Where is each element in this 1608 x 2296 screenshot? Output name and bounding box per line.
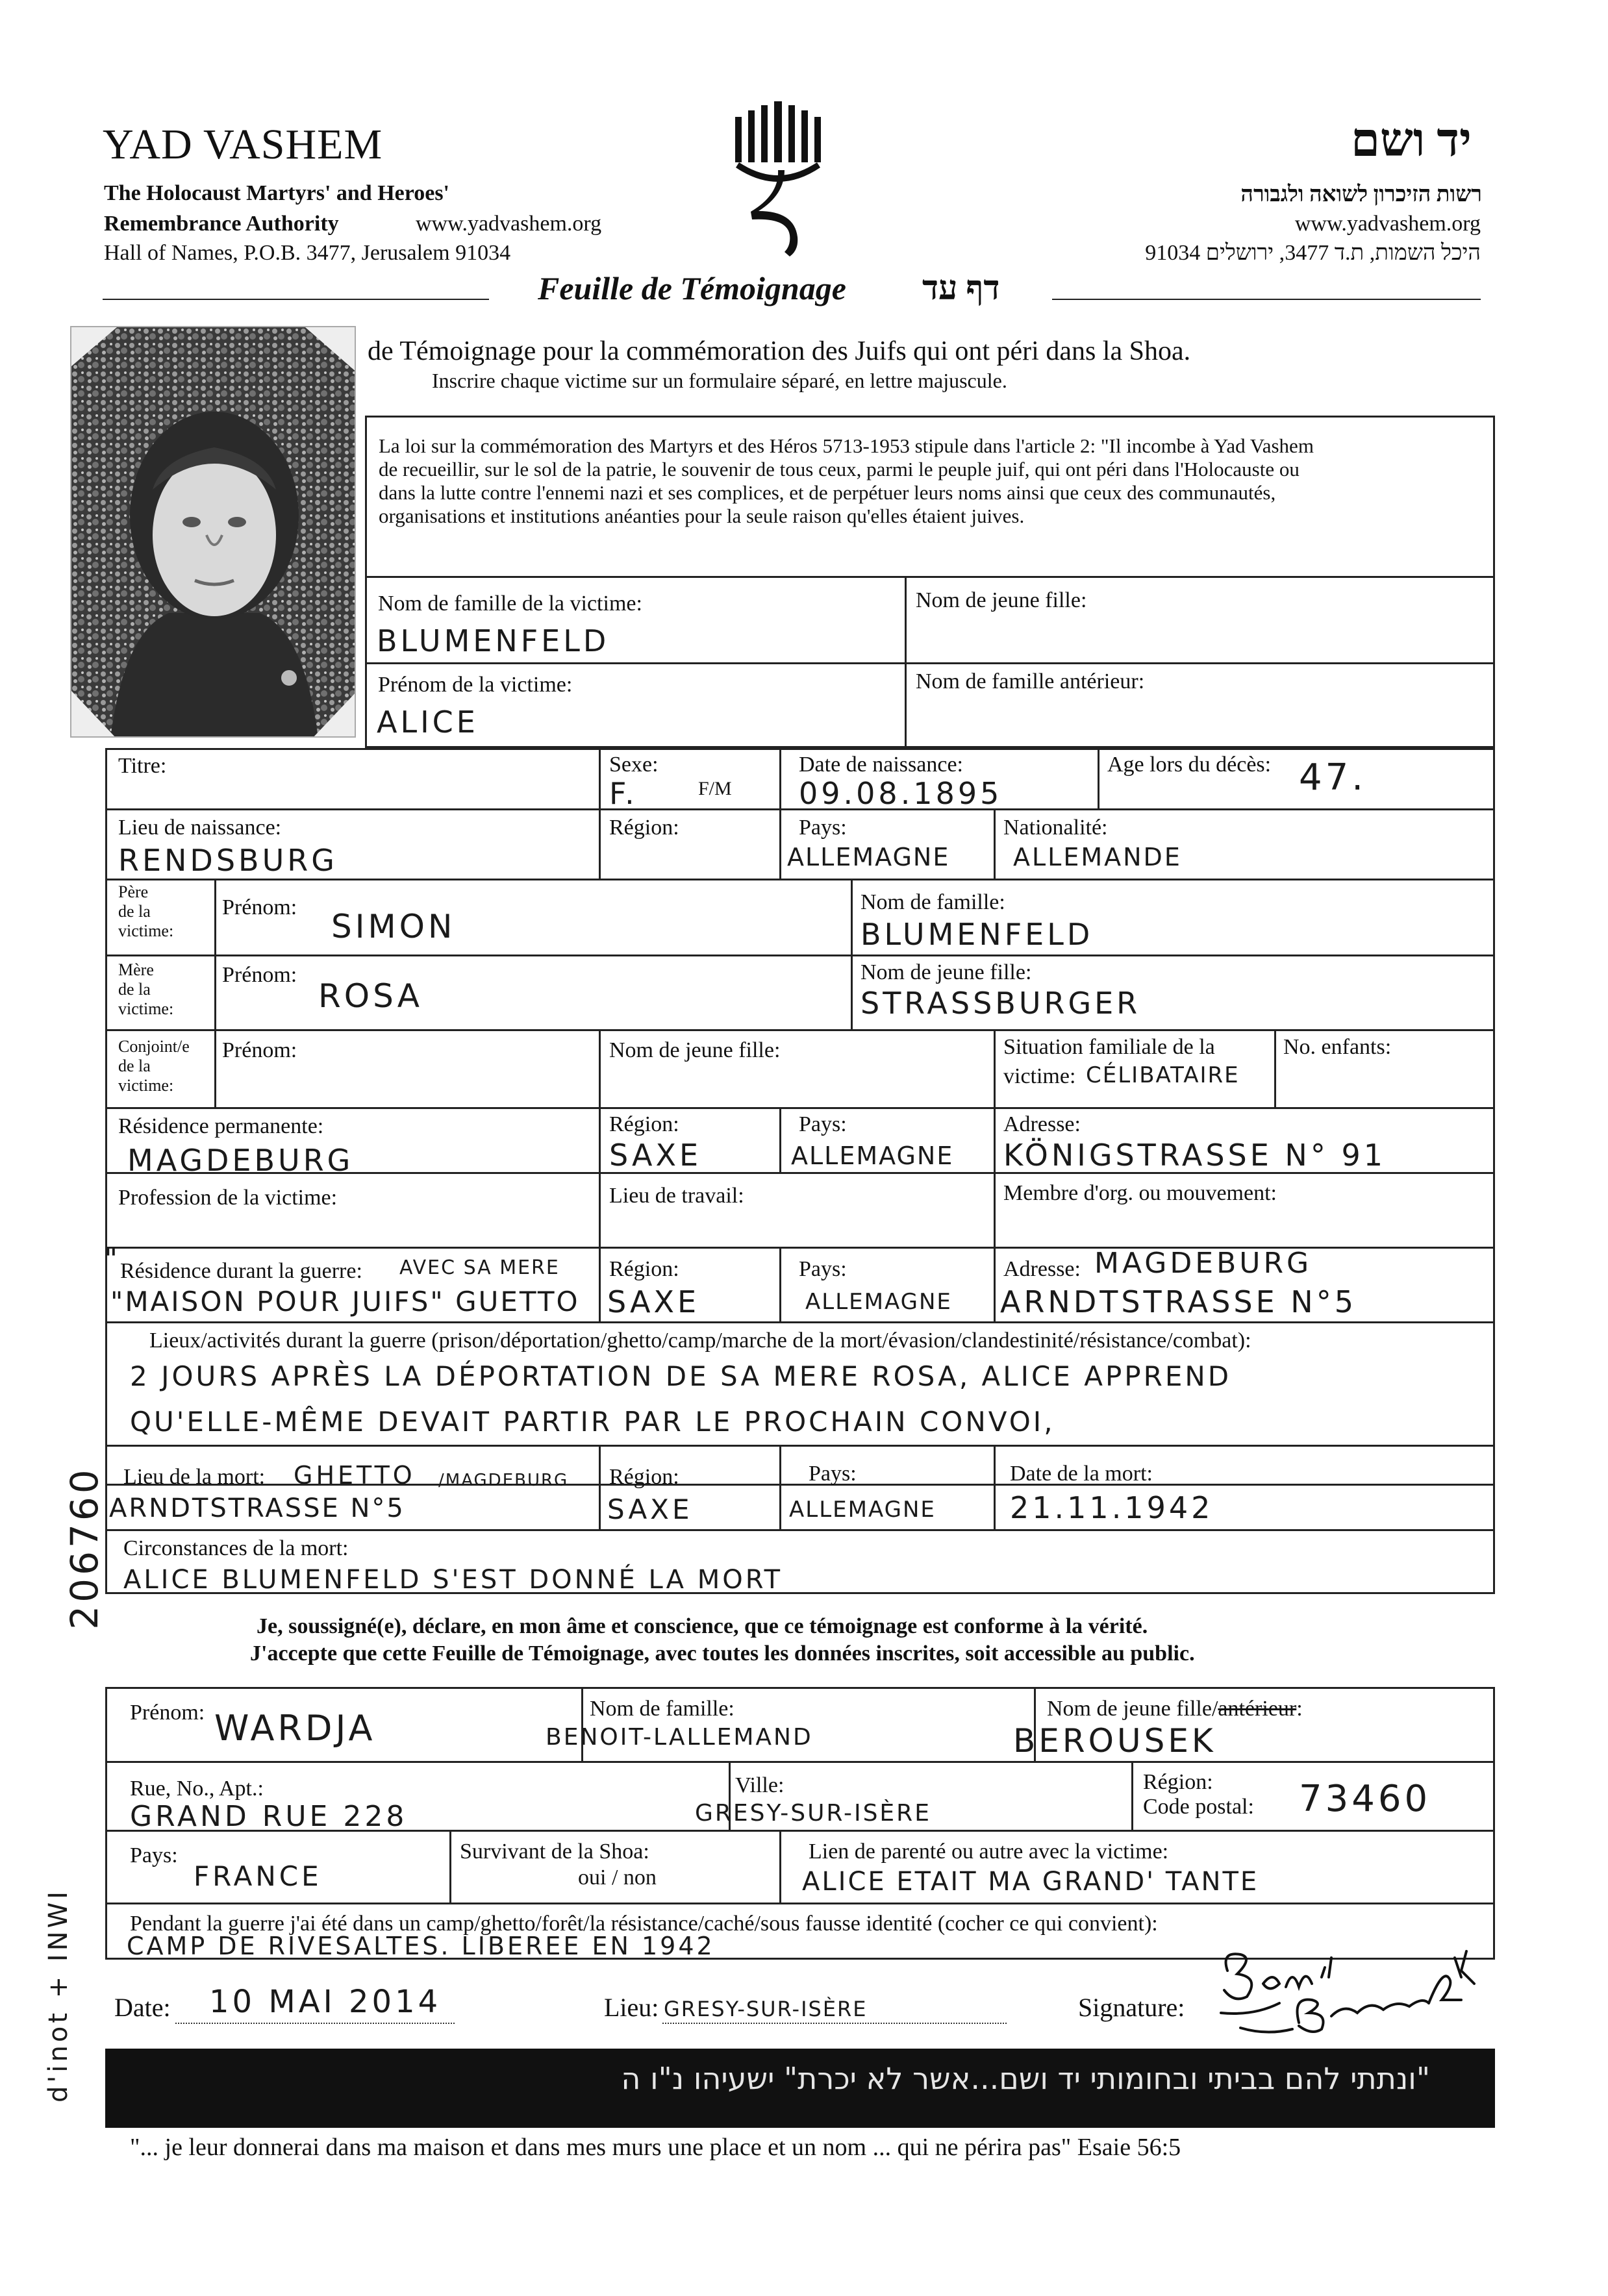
org-subtitle-2: Remembrance Authority <box>104 212 339 236</box>
law-line-3: dans la lutte contre l'ennemi nazi et ses complices, et de perpétuer leurs noms ainsi que ceux des communautés, <box>379 481 1276 504</box>
date-field[interactable]: 10 MAI 2014 <box>209 1984 442 2020</box>
activities-line-2[interactable]: QU'ELLE-MÊME DEVAIT PARTIR PAR LE PROCHAIN CONVOI, <box>130 1406 1055 1438</box>
death-region-label: Région: <box>609 1465 679 1489</box>
birthplace-field[interactable]: RENDSBURG <box>118 843 338 878</box>
residence-country-field[interactable]: ALLEMAGNE <box>791 1142 954 1170</box>
street-label: Rue, No., Apt.: <box>130 1777 264 1801</box>
portrait-image <box>71 327 356 738</box>
intro-line-2: Inscrire chaque victime sur un formulaire séparé, en lettre majuscule. <box>432 369 1007 392</box>
law-line-2: de recueillir, sur le sol de la patrie, le souvenir de tous ceux, parmi le peuple juif, qui ont péri dans l'Holocauste ou <box>379 458 1300 480</box>
family-name-label: Nom de famille de la victime: <box>378 592 642 616</box>
war-address-field[interactable]: ARNDTSTRASSE N°5 <box>1000 1284 1357 1319</box>
postal-field[interactable]: 73460 <box>1299 1778 1431 1820</box>
submitter-family-field[interactable]: BENOIT-LALLEMAND <box>546 1724 813 1751</box>
marital-status-label-2: victime: <box>1003 1064 1076 1088</box>
children-label: No. enfants: <box>1283 1035 1392 1059</box>
death-circumstances-field[interactable]: ALICE BLUMENFELD S'EST DONNÉ LA MORT <box>123 1565 783 1595</box>
website-he: www.yadvashem.org <box>1294 212 1481 236</box>
mother-first-label: Prénom: <box>222 963 297 987</box>
sex-field[interactable]: F. <box>609 776 638 811</box>
submitter-maiden-field[interactable]: BEROUSEK <box>1013 1722 1216 1760</box>
war-country-field[interactable]: ALLEMAGNE <box>805 1289 952 1315</box>
submitter-first-field[interactable]: WARDJA <box>214 1708 376 1749</box>
submitter-family-label: Nom de famille: <box>590 1697 735 1721</box>
death-place-suffix[interactable]: /MAGDEBURG <box>438 1471 569 1490</box>
relation-label: Lien de parenté ou autre avec la victime: <box>809 1840 1169 1864</box>
residence-country-label: Pays: <box>799 1112 847 1136</box>
submitter-maiden-label <box>1047 1696 1303 1722</box>
war-address-label: Adresse: <box>1003 1257 1081 1281</box>
residence-address-label: Adresse: <box>1003 1112 1081 1136</box>
father-first-field[interactable]: SIMON <box>331 908 456 945</box>
war-residence-label: Résidence durant la guerre: <box>120 1259 362 1283</box>
submitter-maiden-label-struck: antérieur <box>1218 1697 1297 1721</box>
relation-field[interactable]: ALICE ETAIT MA GRAND' TANTE <box>802 1867 1259 1897</box>
spouse-side-label-2: de la <box>118 1056 151 1075</box>
margin-number: 206760 <box>62 1466 107 1630</box>
death-circumstances-label: Circonstances de la mort: <box>123 1536 349 1560</box>
wartime-field[interactable]: CAMP DE RIVESALTES. LIBEREE EN 1942 <box>127 1932 715 1960</box>
birth-date-field[interactable]: 09.08.1895 <box>799 776 1003 811</box>
residence-region-label: Région: <box>609 1112 679 1136</box>
declaration-line-1: Je, soussigné(e), déclare, en mon âme et conscience, que ce témoignage est conforme à la vérité. <box>257 1614 1148 1638</box>
place-label: Lieu: <box>604 1993 659 2022</box>
birth-country-label: Pays: <box>799 816 847 840</box>
survivor-label: Survivant de la Shoa: <box>460 1840 649 1864</box>
address-he: היכל השמות, ת.ד 3477, ירושלים 91034 <box>1145 241 1481 265</box>
first-name-field[interactable]: ALICE <box>377 705 479 740</box>
submitter-country-field[interactable]: FRANCE <box>194 1860 322 1892</box>
mother-side-label-1: Mère <box>118 960 154 979</box>
place-field[interactable]: GRESY-SUR-ISÈRE <box>664 1997 868 2021</box>
footer-hebrew: "ונתתי להם בביתי ובחומותי יד ושם...אשר לא יכרת" ישעיהו נ"ו ה <box>621 2061 1430 2096</box>
city-field[interactable]: GRESY-SUR-ISÈRE <box>695 1800 931 1827</box>
submitter-first-label: Prénom: <box>130 1701 205 1725</box>
age-field[interactable]: 47. <box>1299 756 1367 799</box>
residence-region-field[interactable]: SAXE <box>609 1138 702 1173</box>
footer-french: "... je leur donnerai dans ma maison et dans mes murs une place et un nom ... qui ne périra pas" Esaie 56:5 <box>130 2134 1181 2161</box>
marital-status-label: Situation familiale de la <box>1003 1035 1215 1059</box>
residence-field[interactable]: MAGDEBURG <box>127 1143 354 1178</box>
war-residence-quote: " <box>104 1242 121 1277</box>
signature-label: Signature: <box>1078 1993 1185 2022</box>
mother-maiden-field[interactable]: STRASSBURGER <box>861 986 1141 1021</box>
victim-photo <box>70 326 356 738</box>
profession-label: Profession de la victime: <box>118 1186 338 1210</box>
mother-side-label-2: de la <box>118 980 151 999</box>
age-label: Age lors du décès: <box>1107 753 1272 777</box>
law-text-box <box>365 416 1495 578</box>
submitter-maiden-label-a: Nom de jeune fille/ <box>1047 1697 1218 1721</box>
birth-date-label: Date de naissance: <box>799 753 963 777</box>
sex-options: F/M <box>698 778 732 799</box>
wartime-label: Pendant la guerre j'ai été dans un camp/ghetto/forêt/la résistance/caché/sous fausse identité (cocher ce qui convient): <box>130 1912 1158 1936</box>
address-en: Hall of Names, P.O.B. 3477, Jerusalem 91034 <box>104 241 511 265</box>
submitter-country-label: Pays: <box>130 1843 178 1867</box>
date-label: Date: <box>114 1993 171 2022</box>
spouse-side-label-3: victime: <box>118 1076 174 1095</box>
death-date-field[interactable]: 21.11.1942 <box>1010 1490 1214 1525</box>
nationality-label: Nationalité: <box>1003 816 1108 840</box>
father-family-label: Nom de famille: <box>861 890 1005 914</box>
spouse-maiden-label: Nom de jeune fille: <box>609 1038 781 1062</box>
intro-line-1: de Témoignage pour la commémoration des Juifs qui ont péri dans la Shoa. <box>368 336 1191 366</box>
death-country-field[interactable]: ALLEMAGNE <box>789 1497 936 1523</box>
war-residence-note[interactable]: AVEC SA MERE <box>399 1256 560 1279</box>
war-address-city-field[interactable]: MAGDEBURG <box>1094 1247 1313 1280</box>
marital-status-field[interactable]: CÉLIBATAIRE <box>1086 1062 1240 1088</box>
submitter-maiden-label-b: : <box>1296 1697 1303 1721</box>
spouse-side-label-1: Conjoint/e <box>118 1037 190 1056</box>
org-name-en: YAD VASHEM <box>103 121 383 168</box>
war-country-label: Pays: <box>799 1257 847 1281</box>
death-country-label: Pays: <box>809 1462 857 1486</box>
war-residence-field[interactable]: "MAISON POUR JUIFS" GUETTO <box>110 1286 580 1317</box>
maiden-name-label: Nom de jeune fille: <box>916 588 1087 612</box>
survivor-options[interactable]: oui / non <box>578 1866 657 1890</box>
birth-country-field[interactable]: ALLEMAGNE <box>787 843 950 871</box>
death-place-label: Lieu de la mort: <box>123 1465 266 1489</box>
region-label: Région: <box>1143 1770 1213 1794</box>
mother-side-label-3: victime: <box>118 999 174 1018</box>
margin-note: d'inot + INWI <box>44 1888 73 2103</box>
father-side-label-2: de la <box>118 902 151 921</box>
father-first-label: Prénom: <box>222 895 297 919</box>
city-label: Ville: <box>735 1773 785 1797</box>
activities-label: Lieux/activités durant la guerre (prison/déportation/ghetto/camp/marche de la mort/évasion/clandestinité/résistance/combat): <box>149 1329 1251 1353</box>
residence-label: Résidence permanente: <box>118 1114 324 1138</box>
membership-label: Membre d'org. ou mouvement: <box>1003 1181 1277 1205</box>
sex-label: Sexe: <box>609 753 659 777</box>
activities-line-1[interactable]: 2 JOURS APRÈS LA DÉPORTATION DE SA MERE ROSA, ALICE APPREND <box>130 1360 1232 1392</box>
law-line-1: La loi sur la commémoration des Martyrs et des Héros 5713-1953 stipule dans l'article 2: "Il incombe à Yad Vashem <box>379 434 1314 457</box>
mother-first-field[interactable]: ROSA <box>318 977 423 1015</box>
father-side-label-1: Père <box>118 882 149 901</box>
law-line-4: organisations et institutions anéanties pour la seule raison qu'elles étaient juives. <box>379 505 1025 527</box>
birthplace-label: Lieu de naissance: <box>118 816 282 840</box>
form-title-he: דף עד <box>922 270 1000 307</box>
war-region-field[interactable]: SAXE <box>607 1284 700 1319</box>
death-place-line-2[interactable]: ARNDTSTRASSE N°5 <box>109 1493 405 1523</box>
death-place-field[interactable]: GHETTO <box>294 1461 416 1490</box>
org-subtitle-he: רשות הזיכרון לשואה ולגבורה <box>1240 182 1482 206</box>
family-name-field[interactable]: BLUMENFELD <box>377 623 610 658</box>
mother-maiden-label: Nom de jeune fille: <box>861 960 1032 984</box>
birth-region-label: Région: <box>609 816 679 840</box>
menorah-logo-icon <box>733 97 836 260</box>
war-region-label: Région: <box>609 1257 679 1281</box>
spouse-first-label: Prénom: <box>222 1038 297 1062</box>
father-side-label-3: victime: <box>118 921 174 940</box>
declaration-line-2: J'accepte que cette Feuille de Témoignage, avec toutes les données inscrites, soit accessible au public. <box>250 1641 1195 1666</box>
death-date-label: Date de la mort: <box>1010 1462 1153 1486</box>
form-title: Feuille de Témoignage <box>538 270 846 306</box>
org-subtitle-1: The Holocaust Martyrs' and Heroes' <box>104 181 449 205</box>
previous-name-label: Nom de famille antérieur: <box>916 669 1145 693</box>
website-en: www.yadvashem.org <box>416 212 602 236</box>
workplace-label: Lieu de travail: <box>609 1184 744 1208</box>
residence-address-field[interactable]: KÖNIGSTRASSE N° 91 <box>1003 1138 1386 1173</box>
org-name-he: יד ושם <box>1351 114 1472 166</box>
death-region-field[interactable]: SAXE <box>607 1493 693 1525</box>
first-name-label: Prénom de la victime: <box>378 673 573 697</box>
street-field[interactable]: GRAND RUE 228 <box>130 1800 408 1833</box>
nationality-field[interactable]: ALLEMANDE <box>1013 843 1182 871</box>
title-label: Titre: <box>118 754 167 778</box>
father-family-field[interactable]: BLUMENFELD <box>861 917 1094 952</box>
signature-image[interactable] <box>1201 1938 1487 2042</box>
postal-label: Code postal: <box>1143 1795 1254 1819</box>
